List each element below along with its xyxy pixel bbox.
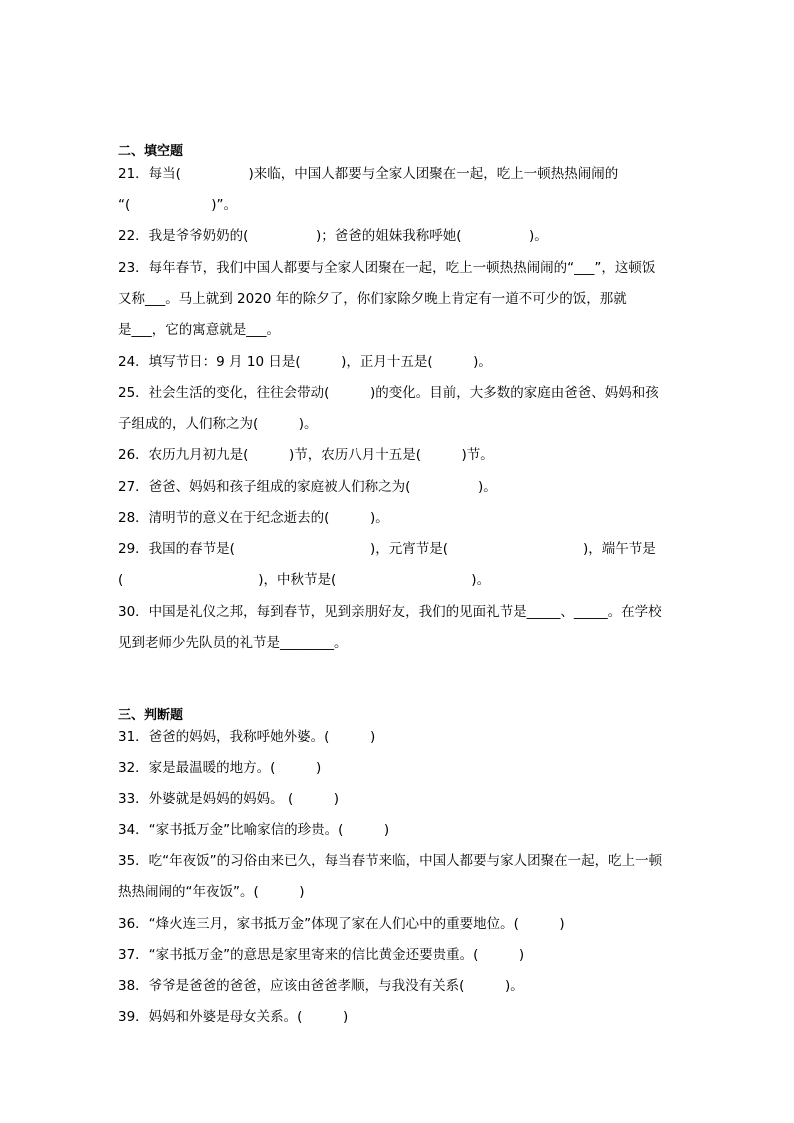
question-32: 32．家是最温暖的地方。( ) xyxy=(118,760,322,776)
question-25-line-1: 25．社会生活的变化，往往会带动( )的变化。目前，大多数的家庭由爸爸、妈妈和孩 xyxy=(118,385,659,401)
question-28: 28．清明节的意义在于纪念逝去的( )。 xyxy=(118,510,389,526)
question-24: 24．填写节日：9 月 10 日是( )，正月十五是( )。 xyxy=(118,354,492,370)
question-29-line-2: ( )，中秋节是( )。 xyxy=(118,572,491,588)
question-38: 38．爷爷是爸爸的爸爸，应该由爸爸孝顺，与我没有关系( )。 xyxy=(118,978,524,994)
question-21-line-1: 21．每当( )来临，中国人都要与全家人团聚在一起，吃上一顿热热闹闹的 xyxy=(118,166,619,182)
question-23-line-2: 又称___。马上就到 2020 年的除夕了，你们家除夕晚上肯定有一道不可少的饭，那就 xyxy=(118,291,627,307)
question-35-line-2: 热热闹闹的“年夜饭”。( ) xyxy=(118,884,305,900)
question-25-line-2: 子组成的，人们称之为( )。 xyxy=(118,416,318,432)
question-26: 26．农历九月初九是( )节，农历八月十五是( )节。 xyxy=(118,447,494,463)
question-21-line-2: “( )”。 xyxy=(118,197,238,213)
section-title-true-false: 三、判断题 xyxy=(118,708,184,723)
question-30-line-1: 30．中国是礼仪之邦，每到春节，见到亲朋好友，我们的见面礼节是_____、_____。在学校 xyxy=(118,604,662,620)
question-39: 39．妈妈和外婆是母女关系。( ) xyxy=(118,1009,349,1025)
section-title-fill-blank: 二、填空题 xyxy=(118,144,184,159)
question-33: 33．外婆就是妈妈的妈妈。 ( ) xyxy=(118,791,340,807)
question-31: 31．爸爸的妈妈，我称呼她外婆。( ) xyxy=(118,729,376,745)
question-36: 36．“烽火连三月，家书抵万金”体现了家在人们心中的重要地位。( ) xyxy=(118,916,565,932)
question-27: 27．爸爸、妈妈和孩子组成的家庭被人们称之为( )。 xyxy=(118,479,497,495)
question-35-line-1: 35．吃“年夜饭”的习俗由来已久，每当春节来临，中国人都要与家人团聚在一起，吃上一顿 xyxy=(118,853,663,869)
question-29-line-1: 29．我国的春节是( )，元宵节是( )，端午节是 xyxy=(118,541,656,557)
question-23-line-3: 是___，它的寓意就是___。 xyxy=(118,322,280,338)
question-34: 34．“家书抵万金”比喻家信的珍贵。( ) xyxy=(118,822,390,838)
question-30-line-2: 见到老师少先队员的礼节是________。 xyxy=(118,635,348,651)
question-22: 22．我是爷爷奶奶的( )；爸爸的姐妹我称呼她( )。 xyxy=(118,228,548,244)
question-37: 37．“家书抵万金”的意思是家里寄来的信比黄金还要贵重。( ) xyxy=(118,947,525,963)
question-23-line-1: 23．每年春节，我们中国人都要与全家人团聚在一起，吃上一顿热热闹闹的“___”，这顿饭 xyxy=(118,260,656,276)
